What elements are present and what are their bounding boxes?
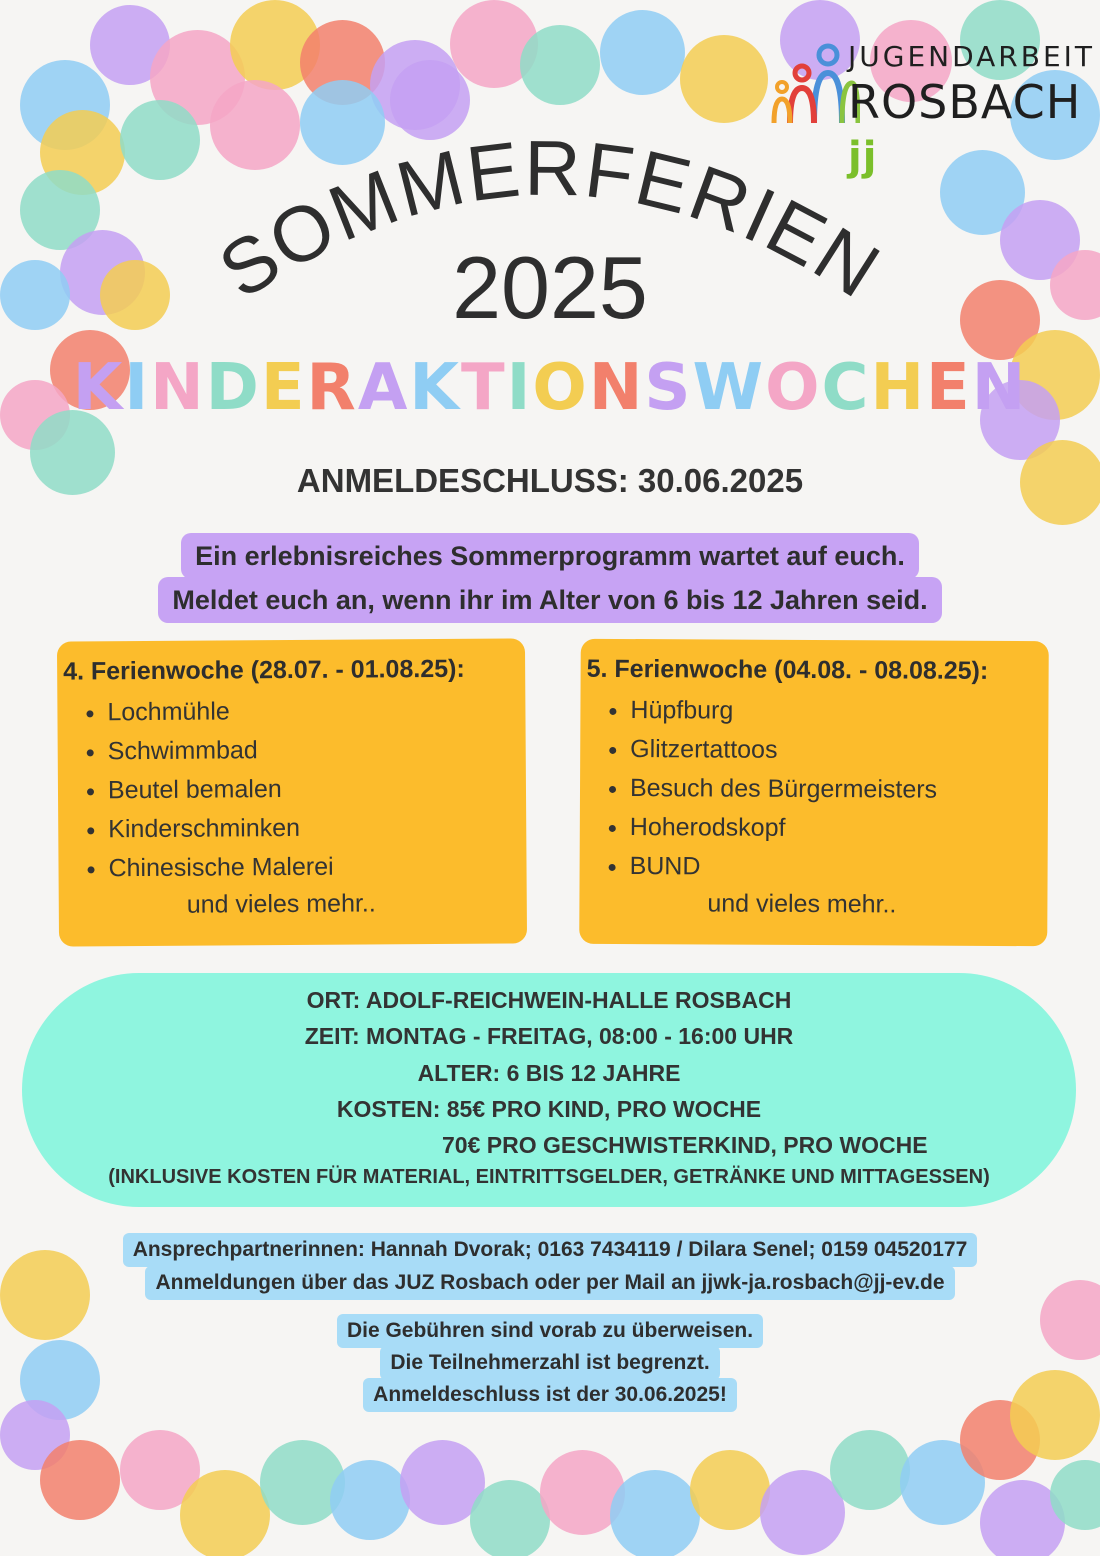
- list-item: • Schwimmbad: [108, 731, 333, 772]
- subtitle-letter: E: [260, 351, 307, 425]
- list-item: • Kinderschminken: [108, 809, 333, 850]
- watercolor-dot: [690, 1450, 770, 1530]
- info-kosten-2: 70€ PRO GESCHWISTERKIND, PRO WOCHE: [442, 1132, 928, 1158]
- info-zeit: ZEIT: MONTAG - FREITAG, 08:00 - 16:00 UHR: [304, 1023, 794, 1049]
- note-limit-text: Die Teilnehmerzahl ist begrenzt.: [380, 1346, 719, 1380]
- subtitle-letter: I: [124, 351, 151, 425]
- subtitle-letter: R: [306, 351, 358, 425]
- subtitle-letter: C: [821, 351, 871, 425]
- title-sommerferien: SOMMERFERIEN: [203, 123, 897, 316]
- watercolor-dot: [470, 1480, 550, 1556]
- intro-line-2: [0, 577, 1100, 623]
- week-4-list: [57, 692, 333, 889]
- subtitle-letter: H: [870, 351, 926, 425]
- subtitle-letter: N: [588, 351, 645, 425]
- list-item: • Glitzertattoos: [630, 730, 937, 771]
- week-4-title: 4. Ferienwoche (28.07. - 01.08.25):: [63, 654, 465, 686]
- subtitle-kinderaktionswochen: [0, 348, 1100, 428]
- info-box: [22, 973, 1076, 1207]
- list-item: • Besuch des Bürgermeisters: [630, 769, 937, 810]
- list-item: • Hoherodskopf: [630, 808, 937, 849]
- week-5-more: und vieles mehr..: [707, 889, 897, 919]
- week-5-box: [579, 639, 1049, 946]
- subtitle-letter: K: [409, 351, 461, 425]
- watercolor-dot: [520, 25, 600, 105]
- note-line-3: [0, 1378, 1100, 1412]
- subtitle-letter: N: [971, 351, 1028, 425]
- watercolor-dot: [40, 1440, 120, 1520]
- deadline-heading: ANMELDESCHLUSS: 30.06.2025: [296, 462, 804, 499]
- note-fees-text: Die Gebühren sind vorab zu überweisen.: [337, 1314, 763, 1348]
- subtitle-letter: E: [926, 351, 972, 425]
- subtitle-letter: D: [205, 351, 261, 425]
- list-item: • BUND: [630, 847, 937, 888]
- logo-jj-mark: jj: [848, 134, 878, 180]
- subtitle-letter: W: [692, 351, 766, 425]
- list-item: • Beutel bemalen: [108, 770, 333, 811]
- info-ort: ORT: ADOLF-REICHWEIN-HALLE ROSBACH: [306, 987, 792, 1013]
- subtitle-letter: A: [357, 351, 410, 425]
- subtitle-letter: N: [150, 351, 206, 425]
- subtitle-letter: O: [765, 351, 822, 425]
- contact-line-2: [0, 1266, 1100, 1300]
- info-kosten-1: KOSTEN: 85€ PRO KIND, PRO WOCHE: [336, 1096, 762, 1122]
- week-5-title: 5. Ferienwoche (04.08. - 08.08.25):: [586, 654, 989, 685]
- week-5-list: [580, 691, 938, 888]
- note-line-2: [0, 1346, 1100, 1380]
- week-4-box: [57, 638, 527, 946]
- list-item: • Hüpfburg: [630, 691, 937, 732]
- logo-text-rosbach: ROSBACH: [848, 75, 1082, 129]
- subtitle-letter: K: [72, 351, 125, 425]
- watercolor-dot: [330, 1460, 410, 1540]
- watercolor-dot: [610, 1470, 700, 1556]
- info-alter: ALTER: 6 BIS 12 JAHRE: [417, 1060, 681, 1086]
- logo-text-top: JUGENDARBEIT: [848, 40, 1096, 73]
- list-item: • Chinesische Malerei: [108, 848, 333, 889]
- note-deadline-text: Anmeldeschluss ist der 30.06.2025!: [363, 1378, 737, 1412]
- list-item: • Lochmühle: [107, 692, 332, 733]
- watercolor-dot: [600, 10, 685, 95]
- intro-line-2-text: Meldet euch an, wenn ihr im Alter von 6 bis 12 Jahren seid.: [158, 577, 941, 623]
- subtitle-letter: O: [532, 351, 589, 425]
- note-line-1: [0, 1314, 1100, 1348]
- watercolor-dot: [830, 1430, 910, 1510]
- title-year: 2025: [452, 238, 648, 337]
- contact-persons-text: Ansprechpartnerinnen: Hannah Dvorak; 0163 7434119 / Dilara Senel; 0159 04520177: [123, 1233, 978, 1267]
- intro-line-1: [0, 533, 1100, 579]
- contact-line-1: [0, 1233, 1100, 1267]
- subtitle-letter: S: [644, 351, 693, 425]
- watercolor-dot: [180, 1470, 270, 1556]
- week-4-more: und vieles mehr..: [186, 889, 376, 919]
- intro-line-1-text: Ein erlebnisreiches Sommerprogramm wartet auf euch.: [181, 533, 919, 579]
- subtitle-letter: T: [460, 351, 507, 425]
- subtitle-letter: I: [506, 351, 533, 425]
- info-inklusive: (INKLUSIVE KOSTEN FÜR MATERIAL, EINTRITTSGELDER, GETRÄNKE UND MITTAGESSEN): [108, 1166, 990, 1188]
- contact-mail-text: Anmeldungen über das JUZ Rosbach oder per Mail an jjwk-ja.rosbach@jj-ev.de: [145, 1266, 954, 1300]
